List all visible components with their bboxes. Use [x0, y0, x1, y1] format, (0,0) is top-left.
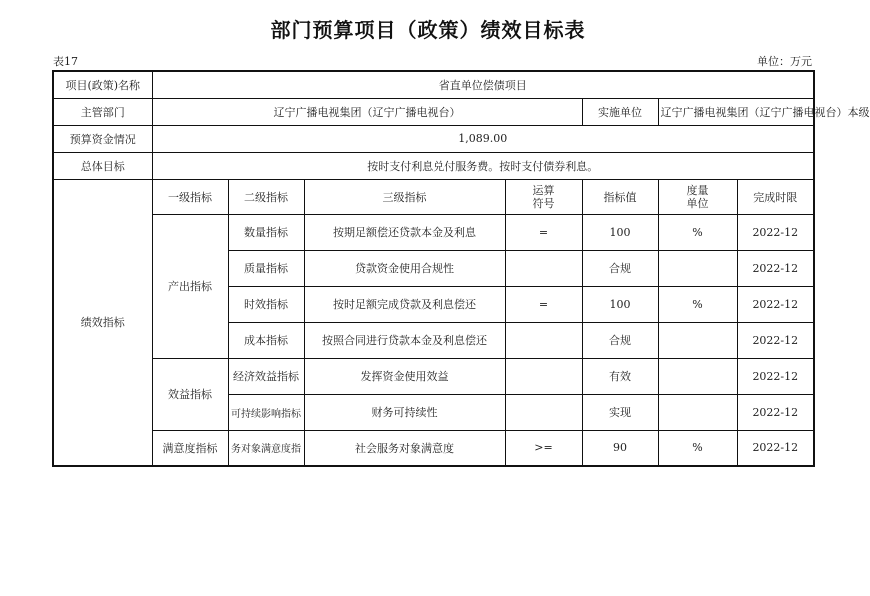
row-level3: 按照合同进行贷款本金及利息偿还 [304, 322, 505, 358]
row-value: 有效 [582, 358, 658, 394]
row-op [505, 394, 582, 430]
row-unit: % [658, 286, 737, 322]
row-level3: 按期足额偿还贷款本金及利息 [304, 214, 505, 250]
performance-target-table [52, 70, 870, 467]
row-unit [658, 394, 737, 430]
row-value: 100 [582, 286, 658, 322]
page-title: 部门预算项目（政策）绩效目标表 [270, 18, 586, 42]
row-time: 2022-12 [737, 250, 814, 286]
row-time: 2022-12 [737, 394, 814, 430]
row-level3: 发挥资金使用效益 [304, 358, 505, 394]
dept-value: 辽宁广播电视集团（辽宁广播电视台） [152, 98, 582, 125]
goal-value: 按时支付利息兑付服务费。按时支付债券利息。 [152, 152, 814, 179]
row-time: 2022-12 [737, 430, 814, 466]
indicators-section-label: 绩效指标 [53, 179, 152, 466]
unit-label: 单位：万元 [757, 55, 812, 68]
row-level3: 按时足额完成贷款及利息偿还 [304, 286, 505, 322]
row-level2: 务对象满意度指 [228, 430, 304, 466]
row-time: 2022-12 [737, 322, 814, 358]
row-level2: 可持续影响指标 [228, 394, 304, 430]
row-unit: % [658, 214, 737, 250]
group-benefit: 效益指标 [152, 358, 228, 430]
row-value: 100 [582, 214, 658, 250]
row-value: 合规 [582, 322, 658, 358]
row-time: 2022-12 [737, 286, 814, 322]
row-time: 2022-12 [737, 358, 814, 394]
header-op: 运算 符号 [505, 179, 582, 214]
group-output: 产出指标 [152, 214, 228, 358]
row-value: 合规 [582, 250, 658, 286]
row-value: 实现 [582, 394, 658, 430]
header-level2: 二级指标 [228, 179, 304, 214]
goal-label: 总体目标 [53, 152, 152, 179]
header-value: 指标值 [582, 179, 658, 214]
row-level3: 贷款资金使用合规性 [304, 250, 505, 286]
row-unit [658, 322, 737, 358]
row-level2: 经济效益指标 [228, 358, 304, 394]
project-name-label: 项目(政策)名称 [53, 71, 152, 98]
group-satisfaction: 满意度指标 [152, 430, 228, 466]
row-unit [658, 358, 737, 394]
impl-label: 实施单位 [582, 98, 658, 125]
row-op [505, 358, 582, 394]
row-level2: 数量指标 [228, 214, 304, 250]
row-level2: 成本指标 [228, 322, 304, 358]
row-op: = [505, 214, 582, 250]
header-level3: 三级指标 [304, 179, 505, 214]
row-op: = [505, 286, 582, 322]
header-unit: 度量 单位 [658, 179, 737, 214]
fund-value: 1,089.00 [152, 125, 814, 152]
project-name-value: 省直单位偿债项目 [152, 71, 814, 98]
row-level2: 时效指标 [228, 286, 304, 322]
row-op [505, 322, 582, 358]
table-number: 表17 [53, 55, 78, 68]
row-value: 90 [582, 430, 658, 466]
fund-label: 预算资金情况 [53, 125, 152, 152]
row-level2: 质量指标 [228, 250, 304, 286]
row-level3: 财务可持续性 [304, 394, 505, 430]
row-time: 2022-12 [737, 214, 814, 250]
header-time: 完成时限 [737, 179, 814, 214]
row-op: >= [505, 430, 582, 466]
row-unit: % [658, 430, 737, 466]
row-unit [658, 250, 737, 286]
row-level3: 社会服务对象满意度 [304, 430, 505, 466]
header-level1: 一级指标 [152, 179, 228, 214]
row-op [505, 250, 582, 286]
impl-value: 辽宁广播电视集团（辽宁广播电视台）本级 [658, 98, 814, 125]
dept-label: 主管部门 [53, 98, 152, 125]
